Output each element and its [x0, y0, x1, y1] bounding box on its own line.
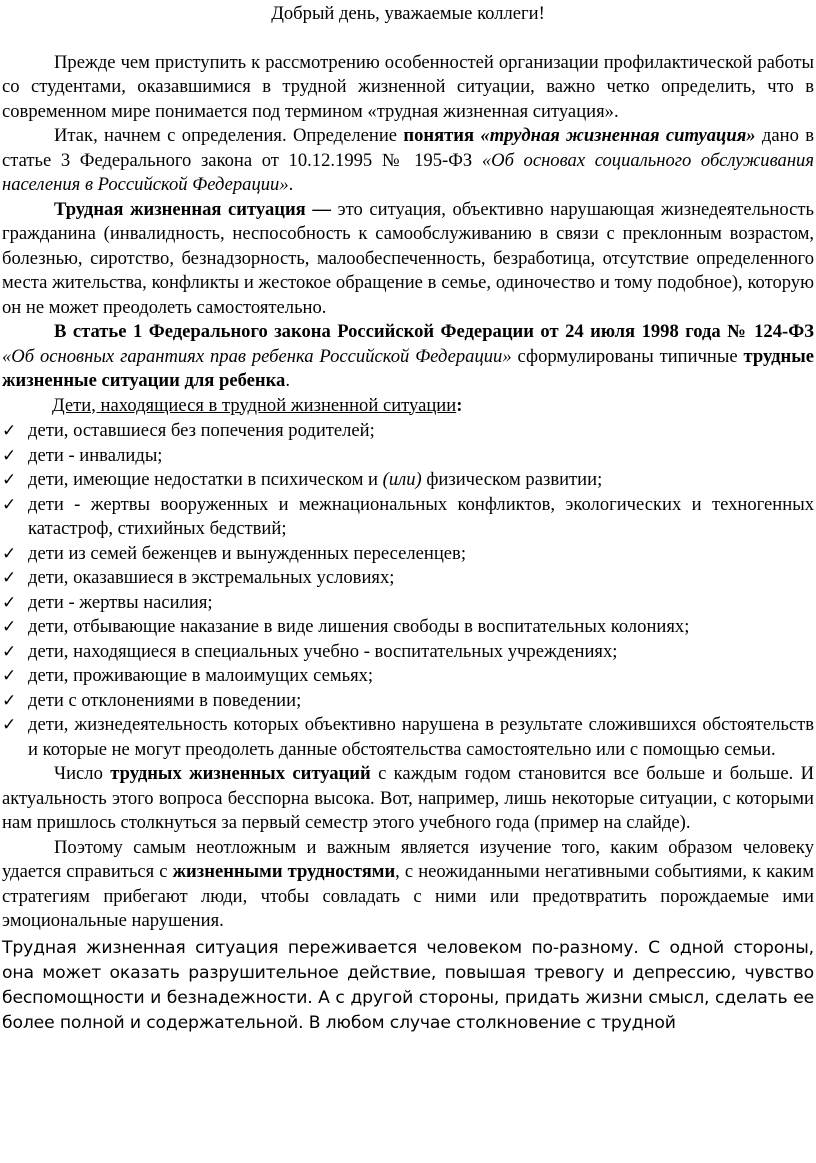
checkmark-icon: ✓	[2, 568, 17, 588]
list-item-text: дети с отклонениями в поведении;	[28, 689, 302, 711]
list-item-text: дети - жертвы насилия;	[28, 591, 213, 613]
list-item	[2, 664, 814, 689]
list-item-text: дети, оставшиеся без попечения родителей;	[28, 420, 375, 441]
list-item	[2, 591, 814, 616]
checkmark-icon: ✓	[2, 470, 17, 490]
list-item-italic: (или)	[382, 469, 422, 490]
term-description: это ситуация, объективно нарушающая жизнедеятельность гражданина (инвалидность, неспособность к самообслуживанию в связи с преклонным возрастом, болезнью, сиротство, безнадзорность, малообеспеченность, безработица, отсутствие определенного места жительства, конфликты и жестокое обращение в семье, одиночество и тому подобное), которую он не может преодолеть самостоятельно.	[2, 198, 814, 318]
definition-text-f: .	[288, 174, 294, 195]
count-text-a: Число	[54, 763, 111, 784]
law-text-e: .	[285, 370, 291, 391]
checkmark-icon: ✓	[2, 592, 17, 613]
list-item	[2, 542, 814, 567]
definition-term-bold: понятия	[403, 125, 481, 146]
list-item-text: дети из семей беженцев и вынужденных переселенцев;	[28, 542, 466, 564]
count-term-bold: трудных жизненных ситуаций	[110, 763, 371, 784]
importance-paragraph	[2, 836, 814, 934]
list-item	[2, 689, 814, 714]
list-heading	[2, 394, 814, 419]
law-name-italic: «Об основных гарантиях прав ребенка Российской Федерации»	[2, 345, 512, 367]
checkmark-icon: ✓	[2, 494, 17, 515]
term-paragraph	[2, 198, 814, 321]
definition-paragraph	[2, 124, 814, 198]
list-item-text: дети - инвалиды;	[28, 444, 163, 466]
children-situations-list	[2, 419, 814, 762]
child-situations-bold: трудные жизненные ситуации для ребенка	[2, 345, 815, 391]
list-item-text: дети, жизнедеятельность которых объективно нарушена в результате сложившихся обстоятельств и которые не могут преодолеть данные обстоятельства самостоятельно или с помощью семьи.	[28, 714, 814, 760]
situations-count-paragraph	[2, 762, 814, 836]
list-item	[2, 419, 814, 444]
checkmark-icon: ✓	[2, 690, 17, 711]
count-text-c: с каждым годом становится все больше и больше. И актуальность этого вопроса бесспорна высока. Вот, например, лишь некоторые ситуации, с которыми нам пришлось столкнуться за первый семестр этого учебного года (пример на слайде).	[2, 763, 815, 833]
checkmark-icon: ✓	[2, 715, 17, 735]
list-item-text: дети, оказавшиеся в экстремальных условиях;	[28, 567, 395, 588]
law-title-italic: «Об основах социального обслуживания населения в Российской Федерации»	[2, 149, 814, 195]
checkmark-icon: ✓	[2, 617, 17, 637]
checkmark-icon: ✓	[2, 445, 17, 466]
intro-paragraph: Прежде чем приступить к рассмотрению особенностей организации профилактической работы со студентами, оказавшимися в трудной жизненной ситуации, важно четко определить, что в современном мире понимается под термином «трудная жизненная ситуация».	[2, 51, 814, 122]
checkmark-icon: ✓	[2, 641, 17, 662]
term-bold: Трудная жизненная ситуация —	[54, 198, 331, 220]
definition-term-bolditalic: «трудная жизненная ситуация»	[480, 125, 756, 146]
greeting-title: Добрый день, уважаемые коллеги!	[271, 3, 545, 24]
list-item	[2, 493, 814, 542]
list-item	[2, 566, 814, 591]
list-heading-colon: :	[456, 394, 463, 416]
list-item-text: дети, проживающие в малоимущих семьях;	[28, 665, 374, 686]
list-item-text: дети, находящиеся в специальных учебно - воспитательных учреждениях;	[28, 640, 618, 662]
list-item-text: дети, имеющие недостатки в психическом и	[28, 469, 383, 490]
importance-text-a: Поэтому самым неотложным и важным является изучение того, каким образом человеку удается справиться с	[2, 836, 814, 882]
definition-text-a: Итак, начнем с определения. Определение	[54, 125, 404, 146]
list-item	[2, 640, 814, 665]
checkmark-icon: ✓	[2, 666, 17, 686]
list-item	[2, 713, 814, 762]
list-item-text: дети - жертвы вооруженных и межнациональных конфликтов, экологических и техногенных катастроф, стихийных бедствий;	[28, 493, 814, 539]
experience-paragraph: Трудная жизненная ситуация переживается человеком по-разному. С одной стороны, она может оказать разрушительное действие, повышая тревогу и депрессию, чувство беспомощности и безнадежности. А с другой стороны, придать жизни смысл, сделать ее более полной и содержательной. В любом случае столкновение с трудной	[2, 937, 814, 1033]
definition-text-d: дано в статье 3 Федерального закона от 10.12.1995 № 195-ФЗ	[2, 125, 814, 171]
law-paragraph	[2, 320, 814, 394]
list-item	[2, 444, 814, 469]
list-item-text: дети, отбывающие наказание в виде лишения свободы в воспитательных колониях;	[28, 616, 690, 637]
law-reference-bold: В статье 1 Федерального закона Российской Федерации от 24 июля 1998 года № 124-ФЗ	[54, 321, 814, 342]
checkmark-icon: ✓	[2, 421, 17, 441]
list-heading-underlined: Дети, находящиеся в трудной жизненной ситуации	[52, 394, 457, 416]
law-text-c: сформулированы типичные	[511, 345, 744, 367]
difficulties-bold: жизненными трудностями	[172, 861, 396, 882]
importance-text-c: , с неожиданными негативными событиями, к каким стратегиям прибегают люди, чтобы совладать с ними или предотвратить порождаемые ими эмоциональные нарушения.	[2, 861, 814, 931]
list-item	[2, 615, 814, 640]
list-item	[2, 468, 814, 493]
checkmark-icon: ✓	[2, 543, 17, 564]
list-item-text-end: физическом развитии;	[421, 469, 603, 490]
